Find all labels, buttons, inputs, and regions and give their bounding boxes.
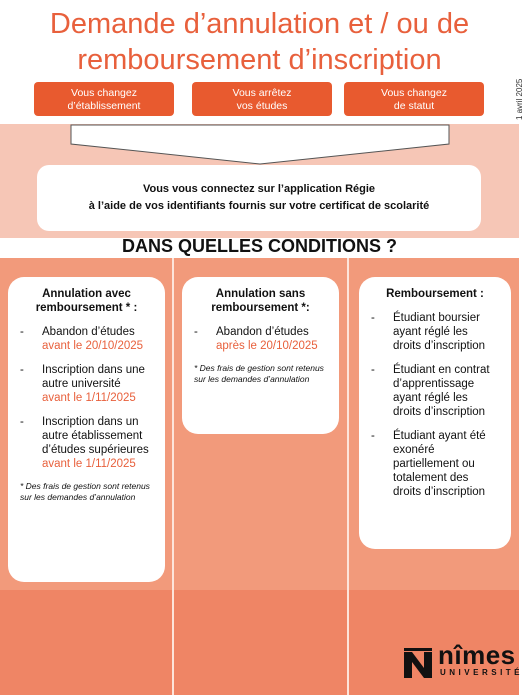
item-deadline: avant le 20/10/2025 [42, 340, 144, 352]
list-item [20, 363, 153, 405]
card-annulation-sans-remboursement [182, 277, 339, 434]
logo-word: nîmes [438, 640, 516, 670]
card-annulation-avec-remboursement [8, 277, 165, 582]
connect-box [37, 165, 481, 231]
card-title-line: Annulation avec [42, 288, 131, 300]
choice-line: d’établissement [67, 100, 141, 112]
fees-note: * Des frais de gestion sont retenus sur les demandes d’annulation [20, 481, 150, 502]
item-deadline: après le 20/10/2025 [216, 340, 318, 352]
connect-line-1: Vous vous connectez sur l’application Régie [142, 183, 376, 195]
card-title [371, 287, 499, 301]
title-line-2: remboursement d’inscription [77, 44, 442, 76]
list-item [20, 415, 153, 471]
card-remboursement [359, 277, 511, 549]
choice-line: vos études [236, 100, 288, 112]
card-title-line: remboursement * : [35, 302, 138, 314]
logo-subtitle: UNIVERSITÉ [440, 668, 524, 677]
item-text: Inscription dans un autre établissement d’études supérieures [42, 416, 149, 456]
condition-list [20, 325, 153, 471]
list-item [371, 311, 499, 353]
column-divider [172, 258, 174, 695]
card-title [20, 287, 153, 315]
item-text: Inscription dans une autre université [42, 364, 145, 390]
list-item [194, 325, 327, 353]
item-deadline: avant le 1/11/2025 [42, 392, 136, 404]
card-title-line: Annulation sans [215, 288, 306, 300]
card-title-line: Remboursement : [386, 288, 484, 300]
list-item [371, 363, 499, 419]
item-text: Étudiant boursier ayant réglé les droits d’inscription [393, 312, 486, 352]
logo-n-mark-icon [402, 646, 436, 680]
card-title [194, 287, 327, 315]
choice-line: Vous changez [381, 87, 447, 99]
nimes-universite-logo [402, 640, 524, 682]
choice-line: de statut [393, 100, 435, 112]
title-line-1: Demande d’annulation et / ou de [49, 8, 470, 40]
list-item [20, 325, 153, 353]
page-title [0, 6, 519, 78]
connect-line-2: à l’aide de vos identifiants fournis sur votre certificat de scolarité [88, 200, 430, 212]
list-item [371, 429, 499, 499]
item-text: Abandon d’études [42, 326, 135, 338]
fees-note: * Des frais de gestion sont retenus sur les demandes d’annulation [194, 363, 324, 384]
date-label: 1 avril 2025 [515, 78, 524, 120]
item-text: Abandon d’études [216, 326, 309, 338]
column-divider [347, 258, 349, 695]
item-text: Étudiant en contrat d’apprentissage ayant réglé les droits d’inscription [393, 364, 490, 418]
condition-list [371, 311, 499, 499]
condition-list [194, 325, 327, 353]
choice-change-status [344, 82, 484, 116]
choice-line: Vous changez [71, 87, 137, 99]
conditions-heading: DANS QUELLES CONDITIONS ? [121, 236, 397, 256]
choice-stop-studies [192, 82, 332, 116]
choice-line: Vous arrêtez [232, 87, 292, 99]
item-text: Étudiant ayant été exonéré partiellement ou totalement des droits d’inscription [393, 430, 486, 498]
down-arrow-icon [70, 124, 450, 166]
card-title-line: remboursement *: [211, 302, 310, 314]
choice-change-establishment [34, 82, 174, 116]
item-deadline: avant le 1/11/2025 [42, 458, 136, 470]
